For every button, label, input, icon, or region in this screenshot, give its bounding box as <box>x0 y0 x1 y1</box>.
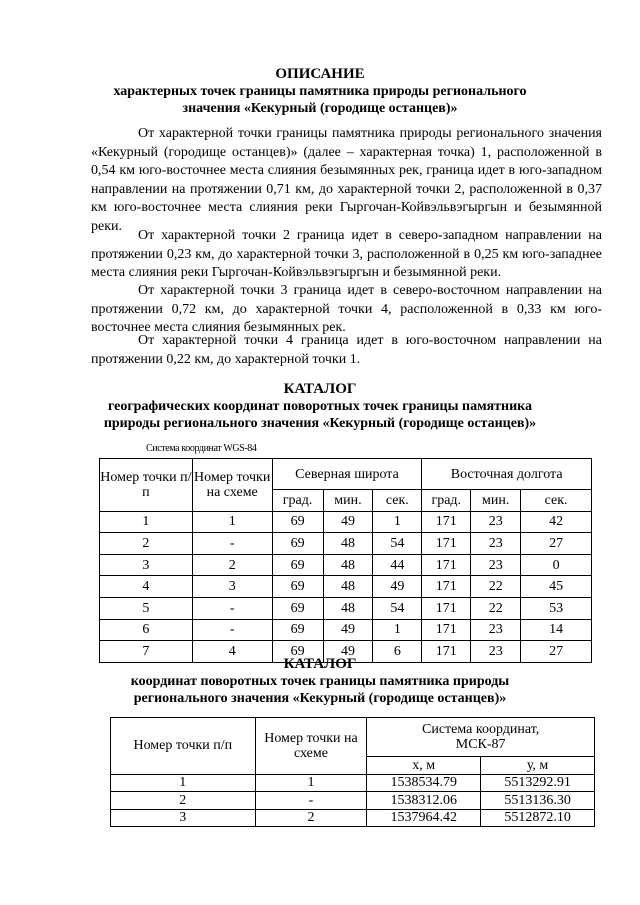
msk-table-cell: 5513292.91 <box>481 774 595 792</box>
geo-table-cell: 69 <box>272 641 323 663</box>
geo-table-cell: 171 <box>422 619 471 641</box>
geo-table-cell: - <box>192 619 272 641</box>
catalog1-subtitle-line1: географических координат поворотных точек границы памятника <box>107 399 533 414</box>
header-lat-min: мин. <box>323 490 373 512</box>
description-subtitle-line1: характерных точек границы памятника природы регионального <box>113 84 527 99</box>
catalog2-subtitle-line1: координат поворотных точек границы памятника природы <box>130 674 510 689</box>
geo-table-cell: 22 <box>471 597 521 619</box>
geo-table-cell: 49 <box>373 576 422 598</box>
header-scheme-number: Номер точки на схеме <box>255 718 367 775</box>
msk-table-cell: 2 <box>111 792 256 810</box>
msk-table-cell: 5512872.10 <box>481 809 595 827</box>
geo-table-cell: 49 <box>323 641 373 663</box>
msk-table-cell: 2 <box>255 809 367 827</box>
geo-table-cell: 54 <box>373 597 422 619</box>
description-paragraph-2: От характерной точки 2 граница идет в северо-западном направлении на протяжении 0,23 км, до характерной точки 3, расположенной в 0,25 км юго-западнее места слияния реки Гыргочан-Койвэльвэгыргын и безымянной реки. <box>91 228 602 280</box>
geo-table-cell: 0 <box>521 554 592 576</box>
geo-table-cell: 45 <box>521 576 592 598</box>
msk-table-cell: 1 <box>111 774 256 792</box>
geo-table-cell: 54 <box>373 533 422 555</box>
geo-table-cell: 14 <box>521 619 592 641</box>
geo-table-cell: 23 <box>471 641 521 663</box>
geo-table-cell: 5 <box>100 597 193 619</box>
geo-table-cell: 27 <box>521 641 592 663</box>
geo-table-cell: 3 <box>192 576 272 598</box>
header-east-longitude: Восточная долгота <box>422 459 592 490</box>
geo-table-cell: 171 <box>422 511 471 533</box>
geo-table-cell: 7 <box>100 641 193 663</box>
msk-table-cell: 1537964.42 <box>367 809 481 827</box>
geo-table-cell: 23 <box>471 511 521 533</box>
geo-table-cell: 1 <box>192 511 272 533</box>
geo-table-cell: 2 <box>100 533 193 555</box>
table-row <box>111 809 595 827</box>
geo-table-cell: 48 <box>323 554 373 576</box>
header-point-number: Номер точки п/п <box>111 718 256 775</box>
msk-table-cell: 3 <box>111 809 256 827</box>
header-lon-deg: град. <box>422 490 471 512</box>
description-paragraph-3: От характерной точки 3 граница идет в северо-восточном направлении на протяжении 0,72 км, до характерной точки 4, расположенной в 0,33 км юго-восточнее места слияния безымянных рек. <box>91 283 602 335</box>
geo-table-cell: 22 <box>471 576 521 598</box>
msk-table-cell: 1 <box>255 774 367 792</box>
geo-table-cell: 23 <box>471 533 521 555</box>
catalog1-title: КАТАЛОГ <box>283 381 357 397</box>
msk-table-cell: 1538534.79 <box>367 774 481 792</box>
header-lon-min: мин. <box>471 490 521 512</box>
table-row <box>111 774 595 792</box>
geo-table-cell: 49 <box>323 619 373 641</box>
header-scheme-number: Номер точки на схеме <box>192 459 272 512</box>
geo-table-cell: 6 <box>100 619 193 641</box>
geo-table-cell: 49 <box>323 511 373 533</box>
catalog2-subtitle-line2: регионального значения «Кекурный (городище останцев)» <box>133 691 507 706</box>
header-y: у, м <box>481 757 595 775</box>
geo-table-cell: 69 <box>272 511 323 533</box>
table-row <box>100 619 592 641</box>
header-lat-deg: град. <box>272 490 323 512</box>
coordinate-system-label: Система координат WGS-84 <box>146 443 257 454</box>
geo-table-cell: 48 <box>323 576 373 598</box>
msk-table-cell: - <box>255 792 367 810</box>
geo-table-cell: 69 <box>272 554 323 576</box>
description-paragraph-4: От характерной точки 4 граница идет в юго-восточном направлении на протяжении 0,22 км, до характерной точки 1. <box>91 333 602 367</box>
geo-table-cell: 1 <box>373 619 422 641</box>
msk-table-cell: 5513136.30 <box>481 792 595 810</box>
geo-table-cell: 171 <box>422 554 471 576</box>
geo-table-cell: 42 <box>521 511 592 533</box>
header-coordinate-system: Система координат, МСК-87 <box>367 718 595 757</box>
header-north-latitude: Северная широта <box>272 459 422 490</box>
geo-table-cell: - <box>192 533 272 555</box>
geo-table-cell: 171 <box>422 533 471 555</box>
geo-table-cell: 44 <box>373 554 422 576</box>
header-lon-sec: сек. <box>521 490 592 512</box>
geo-table-cell: 171 <box>422 597 471 619</box>
geo-table-cell: 69 <box>272 619 323 641</box>
geo-table-cell: 6 <box>373 641 422 663</box>
description-subtitle-line2: значения «Кекурный (городище останцев)» <box>182 101 458 116</box>
catalog2-title: КАТАЛОГ <box>283 656 357 672</box>
geo-table-cell: 27 <box>521 533 592 555</box>
table-row <box>100 576 592 598</box>
geo-table-cell: 171 <box>422 576 471 598</box>
msk-table-cell: 1538312.06 <box>367 792 481 810</box>
description-title: ОПИСАНИЕ <box>275 66 365 82</box>
catalog1-subtitle-line2: природы регионального значения «Кекурный (городище останцев)» <box>103 416 537 431</box>
table-row <box>111 792 595 810</box>
geo-table-cell: 2 <box>192 554 272 576</box>
geo-table-cell: 69 <box>272 597 323 619</box>
geo-table-cell: 23 <box>471 554 521 576</box>
geo-table-cell: 69 <box>272 533 323 555</box>
geo-table-cell: 69 <box>272 576 323 598</box>
description-paragraph-1: От характерной точки границы памятника природы регионального значения «Кекурный (городище останцев)» (далее – характерная точка) 1, расположенной в 0,54 км юго-восточнее места слияния безымянных рек, граница идет в юго-западном направлении на протяжении 0,71 км, до характерной точки 2, расположенной в 0,37 км юго-восточнее места слияния реки Гыргочан-Койвэльвэгыргын и безымянной реки. <box>91 126 602 234</box>
geo-table-cell: 171 <box>422 641 471 663</box>
geo-table-cell: 1 <box>373 511 422 533</box>
geo-table-cell: 48 <box>323 597 373 619</box>
table-row <box>100 597 592 619</box>
geo-table-cell: 1 <box>100 511 193 533</box>
table-row <box>100 533 592 555</box>
geographic-coordinates-table <box>99 458 592 663</box>
header-x: х, м <box>367 757 481 775</box>
geo-table-cell: 4 <box>100 576 193 598</box>
geo-table-cell: 4 <box>192 641 272 663</box>
header-lat-sec: сек. <box>373 490 422 512</box>
geo-table-cell: 48 <box>323 533 373 555</box>
geo-table-cell: - <box>192 597 272 619</box>
table-row <box>100 511 592 533</box>
table-row <box>100 554 592 576</box>
msk87-coordinates-table <box>110 717 595 827</box>
geo-table-cell: 53 <box>521 597 592 619</box>
geo-table-cell: 23 <box>471 619 521 641</box>
header-point-number: Номер точки п/п <box>100 459 193 512</box>
geo-table-cell: 3 <box>100 554 193 576</box>
